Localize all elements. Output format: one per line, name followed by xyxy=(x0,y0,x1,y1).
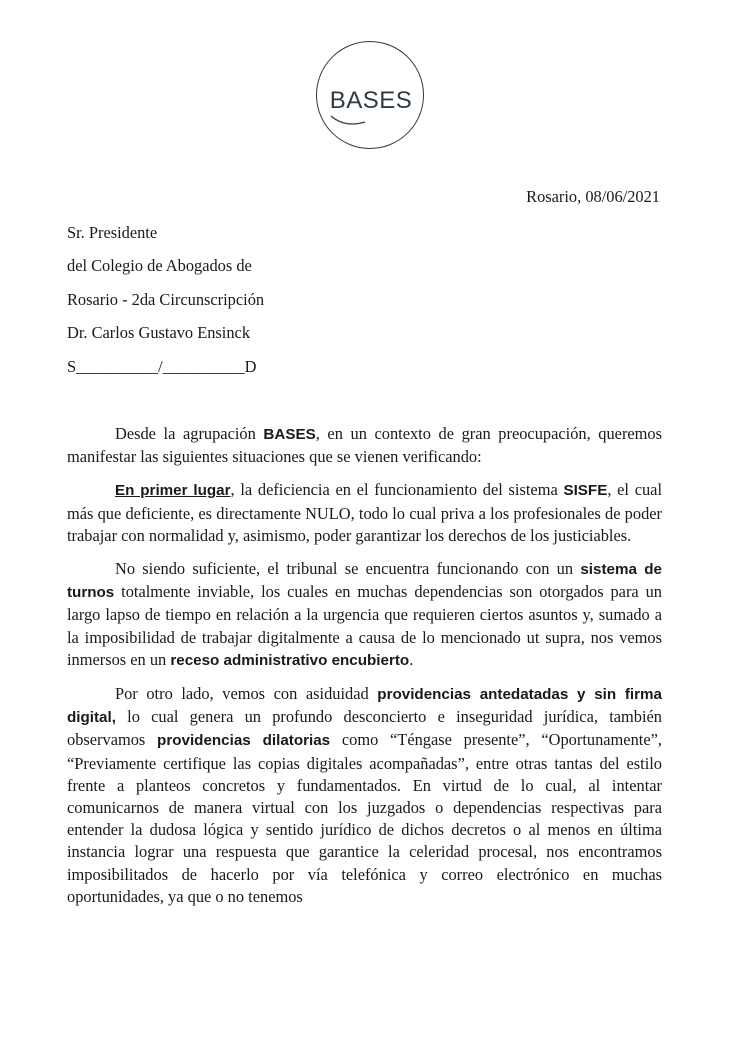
bold-text: providencias dilatorias xyxy=(157,732,331,750)
text-run: , el cual más que deficiente, es directamente NULO, todo lo cual priva a los profesionales de poder trabajar con normalidad y, asimismo, poder garantizar los derechos de los justiciables. xyxy=(67,480,662,545)
text-run: Desde la agrupación xyxy=(115,424,264,443)
text-run: , la deficiencia en el funcionamiento del sistema xyxy=(230,480,564,500)
bold-text: BASES xyxy=(263,426,316,443)
underlined-bold-text: En primer lugar xyxy=(115,482,231,500)
recipient-address xyxy=(67,222,667,389)
text-run: Por otro lado, vemos con asiduidad xyxy=(115,684,378,704)
address-line: del Colegio de Abogados de xyxy=(67,256,252,276)
address-line: S__________/__________D xyxy=(67,356,257,376)
bold-text: providencias antedatadas y sin firma digital, xyxy=(67,686,662,727)
logo-text: BASES xyxy=(329,87,413,114)
bold-text: receso administrativo encubierto xyxy=(170,651,410,669)
paragraph-1 xyxy=(67,423,662,468)
text-run: como “Téngase presente”, “Oportunamente”, “Previamente certifique las copias digitales acompañadas”, entre otras tantas del estilo frente a planteos concretos y fundamentados. En virtud de lo cual, al intentar comunicarnos de manera virtual con los juzgados o dependencias respectivas para entender la dudosa lógica y sentido jurídico de dichos decretos o al menos en última instancia lograr una respuesta que garantice la celeridad procesal, nos encontramos imposibilitados de hacerlo por vía telefónica y correo electrónico en muchas oportunidades, ya que o no tenemos xyxy=(67,730,662,906)
paragraph-2 xyxy=(67,479,662,547)
paragraph-4 xyxy=(67,683,662,908)
bold-text: SISFE xyxy=(563,482,608,500)
address-line: Dr. Carlos Gustavo Ensinck xyxy=(67,323,251,343)
text-run: , en un contexto de gran preocupación, queremos manifestar las siguientes situaciones que se vienen verificando: xyxy=(67,424,663,467)
bases-logo xyxy=(316,41,424,149)
text-run: . xyxy=(409,649,414,669)
paragraph-3 xyxy=(67,558,662,672)
text-run: totalmente inviable, los cuales en muchas dependencias son otorgados para un largo lapso de tiempo en relación a la urgencia que requieren ciertos asuntos y, sumado a la imposibilidad de trabajar digitalmente a causa de lo mencionado ut supra, nos vemos inmersos en un xyxy=(67,582,662,669)
bold-text: sistema de turnos xyxy=(67,561,662,602)
address-line: Rosario - 2da Circunscripción xyxy=(67,289,265,309)
bases-logo-mark xyxy=(317,42,425,150)
letter-body xyxy=(67,423,662,919)
address-line: Sr. Presidente xyxy=(67,223,158,242)
text-run: No siendo suficiente, el tribunal se encuentra funcionando con un xyxy=(115,559,581,579)
text-run: lo cual genera un profundo desconcierto e inseguridad jurídica, también observamos xyxy=(67,707,662,750)
letter-date: Rosario, 08/06/2021 xyxy=(526,187,660,206)
